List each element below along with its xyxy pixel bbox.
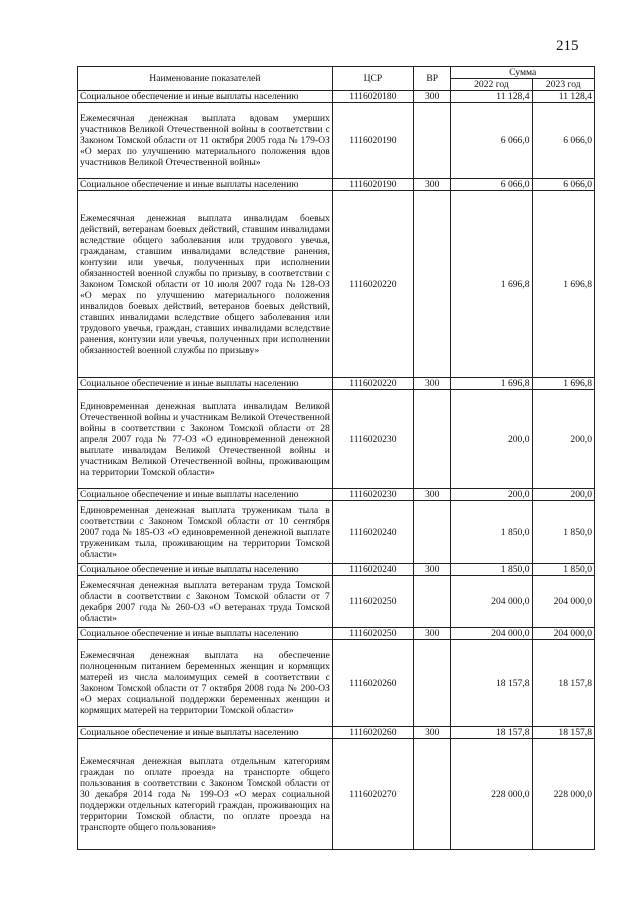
row-sum-2023: 18 157,8 (532, 640, 594, 727)
row-sum-2022: 204 000,0 (451, 576, 532, 628)
row-sum-2022: 18 157,8 (451, 727, 532, 739)
row-name: Ежемесячная денежная выплата отдельным категориям граждан по оплате проезда на транспорте общего пользования в соответствии с Законом Томской области от 30 декабря 2014 года № 199-ОЗ «О мерах социальной поддержки отдельных категорий граждан, проживающих на территории Томской области, по оплате проезда на транспорте общего пользования» (78, 739, 333, 850)
page-number: 215 (556, 38, 579, 54)
row-csr: 1116020190 (332, 179, 413, 191)
table-row (78, 727, 595, 739)
row-sum-2022: 1 850,0 (451, 564, 532, 576)
row-vr: 300 (413, 378, 450, 390)
row-vr: 300 (413, 628, 450, 640)
header-year-2023: 2023 год (532, 79, 594, 91)
row-name: Социальное обеспечение и иные выплаты населению (78, 564, 333, 576)
row-sum-2023: 204 000,0 (532, 576, 594, 628)
row-sum-2022: 204 000,0 (451, 628, 532, 640)
row-sum-2022: 11 128,4 (451, 91, 532, 103)
table-row (78, 489, 595, 501)
row-csr: 1116020220 (332, 378, 413, 390)
table-header (78, 67, 595, 91)
table-row (78, 576, 595, 628)
row-vr: 300 (413, 564, 450, 576)
row-csr: 1116020230 (332, 489, 413, 501)
row-sum-2022: 6 066,0 (451, 179, 532, 191)
header-name: Наименование показателей (78, 67, 333, 91)
row-name: Социальное обеспечение и иные выплаты населению (78, 727, 333, 739)
row-sum-2023: 200,0 (532, 390, 594, 489)
table-row (78, 640, 595, 727)
row-vr: 300 (413, 91, 450, 103)
table-row (78, 91, 595, 103)
row-csr: 1116020250 (332, 576, 413, 628)
row-csr: 1116020190 (332, 103, 413, 179)
row-sum-2022: 228 000,0 (451, 739, 532, 850)
budget-table (77, 66, 595, 850)
table-row (78, 739, 595, 850)
header-csr: ЦСР (332, 67, 413, 91)
row-sum-2023: 228 000,0 (532, 739, 594, 850)
row-vr (413, 390, 450, 489)
row-sum-2023: 200,0 (532, 489, 594, 501)
row-sum-2022: 6 066,0 (451, 103, 532, 179)
row-name: Социальное обеспечение и иные выплаты населению (78, 628, 333, 640)
row-csr: 1116020260 (332, 727, 413, 739)
row-name: Ежемесячная денежная выплата инвалидам боевых действий, ветеранам боевых действий, ставшим инвалидами вследствие общего заболевания или трудового увечья, гражданам, ставшим инвалидами вследствие ранения, контузии или увечья, полученных при исполнении обязанностей военной службы по призыву, в соответствии с Законом Томской области от 10 июля 2007 года № 128-ОЗ «О мерах по улучшению материального положения инвалидов боевых действий, ветеранов боевых действий, ставших инвалидами вследствие общего заболевания или трудового увечья, граждан, ставших инвалидами вследствие ранения, контузии или увечья, полученных при исполнении обязанностей военной службы по призыву» (78, 191, 333, 378)
row-sum-2022: 1 696,8 (451, 378, 532, 390)
header-vr: ВР (413, 67, 450, 91)
row-vr (413, 501, 450, 564)
header-year-2022: 2022 год (451, 79, 532, 91)
row-vr (413, 576, 450, 628)
row-sum-2023: 1 850,0 (532, 501, 594, 564)
row-csr: 1116020270 (332, 739, 413, 850)
row-vr (413, 640, 450, 727)
row-sum-2023: 11 128,4 (532, 91, 594, 103)
table-row (78, 378, 595, 390)
table-row (78, 501, 595, 564)
row-sum-2022: 1 850,0 (451, 501, 532, 564)
header-sum: Сумма (451, 67, 595, 79)
table-row (78, 179, 595, 191)
row-vr (413, 191, 450, 378)
row-name: Ежемесячная денежная выплата вдовам умерших участников Великой Отечественной войны в соответствии с Законом Томской области от 11 октября 2005 года № 179-ОЗ «О мерах по улучшению материального положения вдов участников Великой Отечественной войны» (78, 103, 333, 179)
row-sum-2023: 1 696,8 (532, 191, 594, 378)
row-csr: 1116020230 (332, 390, 413, 489)
row-csr: 1116020260 (332, 640, 413, 727)
row-sum-2022: 1 696,8 (451, 191, 532, 378)
row-name: Единовременная денежная выплата труженикам тыла в соответствии с Законом Томской области от 10 сентября 2007 года № 185-ОЗ «О единовременной денежной выплате труженикам тыла, проживающим на территории Томской области» (78, 501, 333, 564)
row-name: Ежемесячная денежная выплата ветеранам труда Томской области в соответствии с Законом Томской области от 7 декабря 2007 года № 260-ОЗ «О ветеранах труда Томской области» (78, 576, 333, 628)
row-sum-2022: 200,0 (451, 390, 532, 489)
row-vr: 300 (413, 727, 450, 739)
table-body (78, 91, 595, 850)
row-csr: 1116020220 (332, 191, 413, 378)
table-row (78, 628, 595, 640)
row-sum-2023: 1 850,0 (532, 564, 594, 576)
table-row (78, 564, 595, 576)
row-sum-2023: 204 000,0 (532, 628, 594, 640)
row-sum-2022: 18 157,8 (451, 640, 532, 727)
row-csr: 1116020180 (332, 91, 413, 103)
row-vr: 300 (413, 489, 450, 501)
row-name: Социальное обеспечение и иные выплаты населению (78, 179, 333, 191)
row-name: Социальное обеспечение и иные выплаты населению (78, 378, 333, 390)
row-vr (413, 103, 450, 179)
row-csr: 1116020250 (332, 628, 413, 640)
table-row (78, 191, 595, 378)
row-name: Социальное обеспечение и иные выплаты населению (78, 489, 333, 501)
row-name: Социальное обеспечение и иные выплаты населению (78, 91, 333, 103)
row-name: Единовременная денежная выплата инвалидам Великой Отечественной войны и участникам Великой Отечественной войны в соответствии с Законом Томской области от 28 апреля 2007 года № 77-ОЗ «О единовременной денежной выплате инвалидам Великой Отечественной войны и участникам Великой Отечественной войны, проживающим на территории Томской области» (78, 390, 333, 489)
row-csr: 1116020240 (332, 564, 413, 576)
row-name: Ежемесячная денежная выплата на обеспечение полноценным питанием беременных женщин и кормящих матерей из числа малоимущих семей в соответствии с Законом Томской области от 7 октября 2008 года № 200-ОЗ «О мерах социальной поддержки беременных женщин и кормящих матерей на территории Томской области» (78, 640, 333, 727)
row-vr (413, 739, 450, 850)
row-csr: 1116020240 (332, 501, 413, 564)
row-sum-2022: 200,0 (451, 489, 532, 501)
row-sum-2023: 1 696,8 (532, 378, 594, 390)
row-sum-2023: 6 066,0 (532, 103, 594, 179)
row-sum-2023: 18 157,8 (532, 727, 594, 739)
table-row (78, 390, 595, 489)
row-vr: 300 (413, 179, 450, 191)
table-row (78, 103, 595, 179)
row-sum-2023: 6 066,0 (532, 179, 594, 191)
